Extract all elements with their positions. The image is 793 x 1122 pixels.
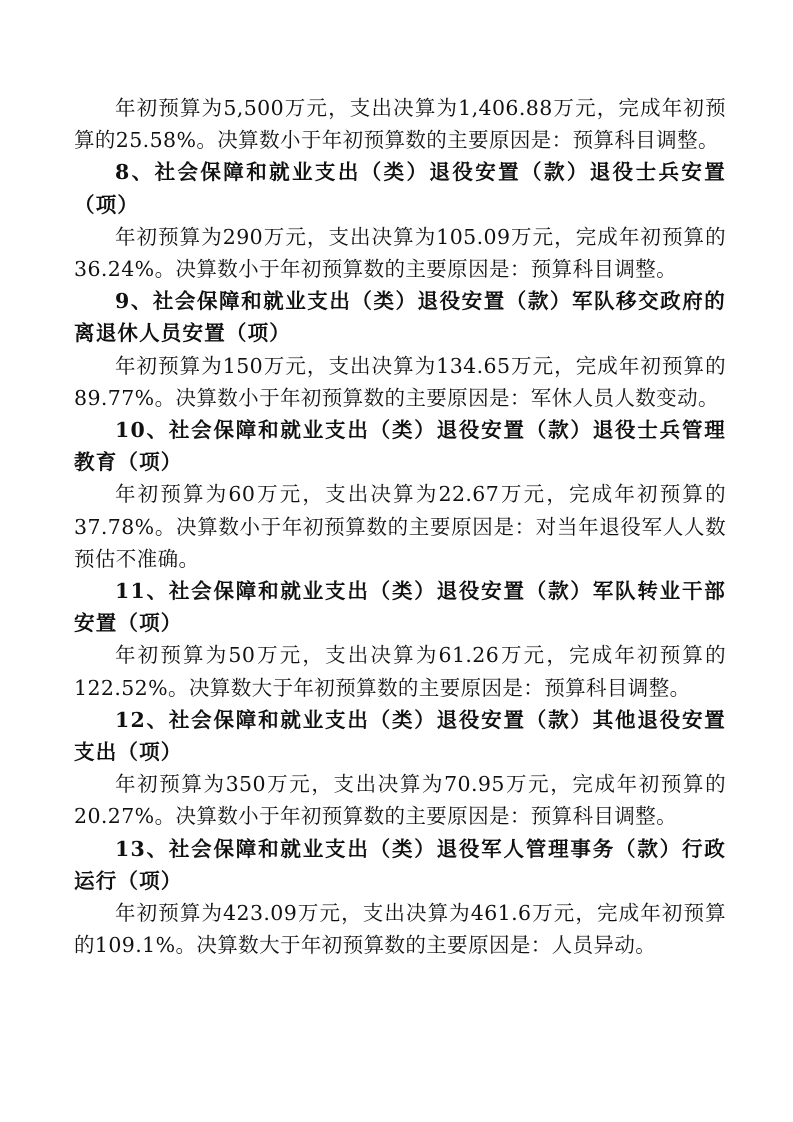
section-8-body: 年初预算为290万元，支出决算为105.09万元，完成年初预算的36.24%。决算数小于年初预算数的主要原因是：预算科目调整。: [74, 224, 726, 282]
section-13-title: 13、社会保障和就业支出（类）退役军人管理事务（款）行政运行（项）: [74, 836, 726, 893]
section-9-body: 年初预算为150万元，支出决算为134.65万元，完成年初预算的89.77%。决算数小于年初预算数的主要原因是：军休人员人数变动。: [74, 353, 726, 410]
section-11-title: 11、社会保障和就业支出（类）退役安置（款）军队转业干部安置（项）: [74, 579, 726, 636]
section-10-title: 10、社会保障和就业支出（类）退役安置（款）退役士兵管理教育（项）: [74, 418, 726, 475]
document-page: [74, 92, 726, 961]
section-7-body: 年初预算为5,500万元，支出决算为1,406.88万元，完成年初预算的25.58%。决算数小于年初预算数的主要原因是：预算科目调整。: [74, 96, 726, 153]
section-9-title: 9、社会保障和就业支出（类）退役安置（款）军队移交政府的离退休人员安置（项）: [74, 289, 726, 346]
section-12-title: 12、社会保障和就业支出（类）退役安置（款）其他退役安置支出（项）: [74, 707, 726, 765]
section-10-body: 年初预算为60万元，支出决算为22.67万元，完成年初预算的37.78%。决算数小于年初预算数的主要原因是：对当年退役军人人数预估不准确。: [74, 482, 726, 571]
section-13-body: 年初预算为423.09万元，支出决算为461.6万元，完成年初预算的109.1%。决算数大于年初预算数的主要原因是：人员异动。: [74, 901, 726, 958]
section-11-body: 年初预算为50万元，支出决算为61.26万元，完成年初预算的122.52%。决算数大于年初预算数的主要原因是：预算科目调整。: [74, 643, 726, 700]
section-8-title: 8、社会保障和就业支出（类）退役安置（款）退役士兵安置（项）: [74, 160, 726, 217]
section-12-body: 年初预算为350万元，支出决算为70.95万元，完成年初预算的20.27%。决算数小于年初预算数的主要原因是：预算科目调整。: [74, 772, 726, 829]
